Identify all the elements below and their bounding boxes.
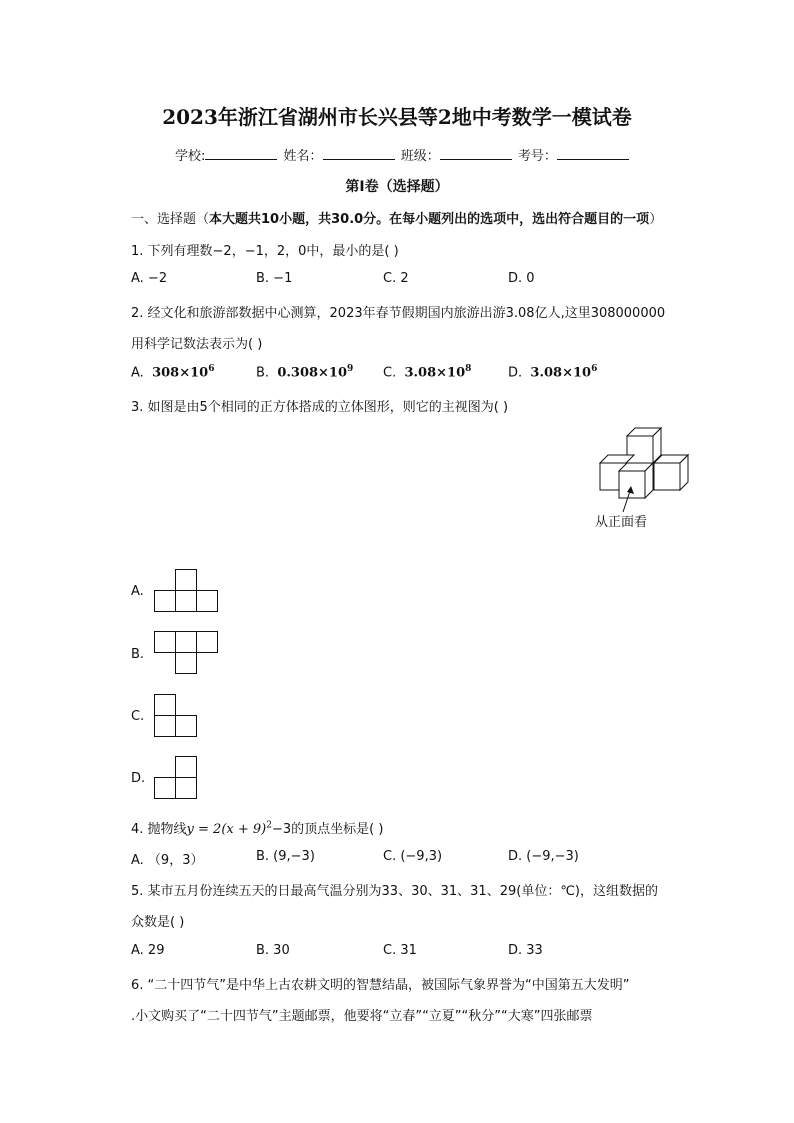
class-label: 班级： xyxy=(400,149,440,164)
q2-option-d[interactable]: D. $3.08\times 10^6$ xyxy=(508,364,598,381)
exam-number-label: 考号： xyxy=(517,149,557,164)
q3-option-d-figure[interactable] xyxy=(152,755,202,801)
question-1: 1. 下列有理数−2，−1，2，0中，最小的是( ) xyxy=(131,244,399,259)
question-2-line-1: 2. 经文化和旅游部数据中心测算，2023年春节假期国内旅游出游3.08亿人,这里308000000 xyxy=(131,306,666,321)
q4-option-b[interactable]: B. (9,−3) xyxy=(256,849,315,864)
question-6-line-1: 6. “二十四节气”是中华上古农耕文明的智慧结晶，被国际气象界誉为“中国第五大发明” xyxy=(131,978,630,993)
q1-option-a[interactable]: A. −2 xyxy=(131,271,168,286)
q1-option-c[interactable]: C. 2 xyxy=(383,271,409,286)
volume-heading: 第Ⅰ卷（选择题） xyxy=(345,179,449,195)
section-heading: 一、选择题（本大题共10小题，共30.0分。在每小题列出的选项中，选出符合题目的一项） xyxy=(131,212,663,227)
q5-option-a[interactable]: A. 29 xyxy=(131,943,165,958)
q4-option-c[interactable]: C. (−9,3) xyxy=(383,849,443,864)
figure-caption: 从正面看 xyxy=(595,515,648,530)
q1-option-d[interactable]: D. 0 xyxy=(508,271,535,286)
q2-option-c[interactable]: C. $3.08\times 10^8$ xyxy=(383,364,472,381)
name-blank[interactable] xyxy=(323,147,395,160)
q2-option-b[interactable]: B. $0.308\times 10^9$ xyxy=(256,364,354,381)
name-label: 姓名： xyxy=(283,149,323,164)
question-6-line-2: .小文购买了“二十四节气”主题邮票，他要将“立春”“立夏”“秋分”“大寒”四张邮票 xyxy=(131,1009,593,1024)
school-label: 学校: xyxy=(175,149,206,164)
school-blank[interactable] xyxy=(205,147,277,160)
q3-option-a-figure[interactable] xyxy=(152,568,222,614)
q5-option-b[interactable]: B. 30 xyxy=(256,943,290,958)
q3-option-c-figure[interactable] xyxy=(152,693,202,739)
q5-option-c[interactable]: C. 31 xyxy=(383,943,417,958)
q3-option-d-label[interactable]: D. xyxy=(131,771,146,786)
class-blank[interactable] xyxy=(440,147,512,160)
q2-option-a[interactable]: A. $308\times 10^6$ xyxy=(131,364,215,381)
q3-option-c-label[interactable]: C. xyxy=(131,709,145,724)
cube-solid-figure xyxy=(590,420,700,515)
q5-option-d[interactable]: D. 33 xyxy=(508,943,543,958)
question-2-line-2: 用科学记数法表示为( ) xyxy=(131,337,263,352)
q4-option-a[interactable]: A. （9，3） xyxy=(131,853,204,868)
q1-option-b[interactable]: B. −1 xyxy=(256,271,293,286)
q3-option-a-label[interactable]: A. xyxy=(131,584,144,599)
question-5-line-1: 5. 某市五月份连续五天的日最高气温分别为33、30、31、31、29(单位：℃)，这组数据的 xyxy=(131,884,658,899)
question-5-line-2: 众数是( ) xyxy=(131,915,185,930)
student-info-row xyxy=(175,145,631,164)
q3-option-b-label[interactable]: B. xyxy=(131,647,145,662)
exam-number-blank[interactable] xyxy=(557,147,629,160)
parabola-equation: y = 2(x + 9) xyxy=(186,822,267,837)
question-4: 4. 抛物线$y = 2(x + 9)^2-3$的顶点坐标是( ) xyxy=(131,820,384,837)
q4-option-d[interactable]: D. (−9,−3) xyxy=(508,849,579,864)
q3-option-b-figure[interactable] xyxy=(152,630,222,676)
question-3: 3. 如图是由5个相同的正方体搭成的立体图形，则它的主视图为( ) xyxy=(131,400,509,415)
exam-title: 2023年浙江省湖州市长兴县等2地中考数学一模试卷 xyxy=(162,105,632,129)
